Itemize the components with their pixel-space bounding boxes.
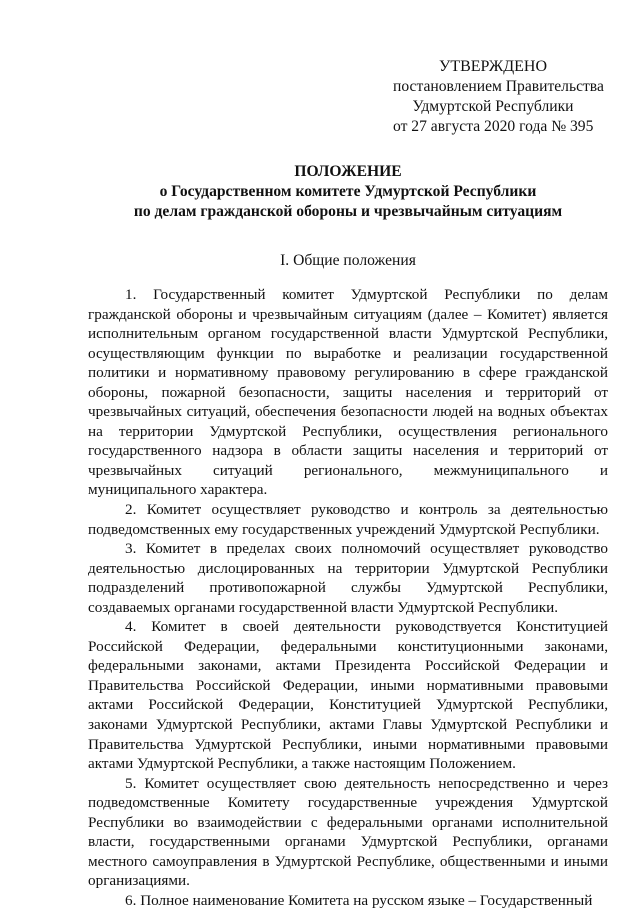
paragraph: 3. Комитет в пределах своих полномочий осуществляет руководство деятельностью дислоцированных на территории Удмуртской Республики подразделений противопожарной службы Удмуртской Республики, создаваемых органами государственной власти Удмуртской Республики. bbox=[88, 540, 608, 616]
section-heading: I. Общие положения bbox=[280, 252, 416, 269]
approval-line: Удмуртской Республики bbox=[412, 98, 574, 115]
document-body bbox=[88, 285, 608, 911]
title-line: о Государственном комитете Удмуртской Республики bbox=[159, 183, 537, 200]
approval-stamp bbox=[393, 57, 604, 137]
approval-heading: УТВЕРЖДЕНО bbox=[438, 58, 547, 75]
paragraph: 1. Государственный комитет Удмуртской Республики по делам гражданской обороны и чрезвычайным ситуациям (далее – Комитет) является исполнительным органом государственной власти Удмуртской Республики, осуществляющим функции по выработке и реализации государственной политики и нормативному правовому регулированию в сфере гражданской обороны, пожарной безопасности, защиты населения и территорий от чрезвычайных ситуаций, обеспечения безопасности людей на водных объектах на территории Удмуртской Республики, осуществления регионального государственного надзора в области защиты населения и территорий от чрезвычайных ситуаций регионального, межмуниципального и муниципального характера. bbox=[88, 286, 608, 499]
paragraph: 5. Комитет осуществляет свою деятельность непосредственно и через подведомственные Комитету государственные учреждения Удмуртской Республики во взаимодействии с федеральными органами исполнительной власти, государственными органами Удмуртской Республики, органами местного самоуправления в Удмуртской Республике, общественными и иными организациями. bbox=[88, 774, 608, 890]
paragraph: 2. Комитет осуществляет руководство и контроль за деятельностью подведомственных ему государственных учреждений Удмуртской Республики. bbox=[88, 501, 608, 538]
approval-line: постановлением Правительства bbox=[393, 78, 604, 95]
paragraph: 6. Полное наименование Комитета на русском языке – Государственный bbox=[125, 891, 593, 909]
title-line: ПОЛОЖЕНИЕ bbox=[294, 163, 402, 180]
document-title bbox=[88, 162, 608, 222]
title-line: по делам гражданской обороны и чрезвычайным ситуациям bbox=[133, 203, 563, 220]
approval-date: от 27 августа 2020 года № 395 bbox=[393, 118, 594, 135]
paragraph: 4. Комитет в своей деятельности руководствуется Конституцией Российской Федерации, федеральными конституционными законами, федеральными законами, актами Президента Российской Федерации и Правительства Российской Федерации, иными нормативными правовыми актами Российской Федерации, Конституцией Удмуртской Республики, законами Удмуртской Республики, актами Главы Удмуртской Республики и Правительства Удмуртской Республики, иными нормативными правовыми актами Удмуртской Республики, а также настоящим Положением. bbox=[88, 618, 608, 773]
